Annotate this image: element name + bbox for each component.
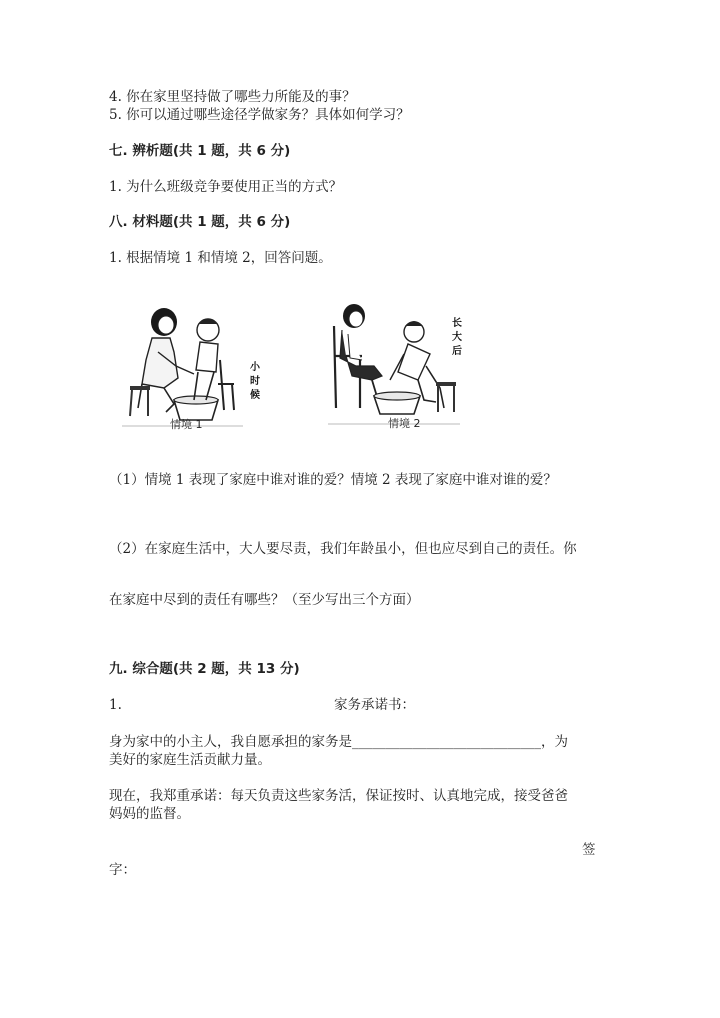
question-6-5: 5. 你可以通过哪些途径学做家务？具体如何学习？ bbox=[109, 107, 410, 123]
scene-1-caption: 情境 1 bbox=[170, 418, 203, 431]
scene-1-label-char-1: 小 bbox=[250, 362, 260, 373]
scene-2-label-char-2: 大 bbox=[452, 332, 462, 343]
scene-2-label-char-3: 后 bbox=[452, 346, 462, 357]
scene-1-label-char-2: 时 bbox=[250, 376, 260, 387]
pledge-paragraph-1-line1: 身为家中的小主人，我自愿承担的家务是____________________________，为 bbox=[109, 734, 568, 750]
pledge-paragraph-2-line2: 妈妈的监督。 bbox=[109, 806, 190, 822]
signature-label-part1: 签 bbox=[582, 842, 596, 858]
scene-2-illustration bbox=[326, 296, 466, 436]
subquestion-8-1-1: （1）情境 1 表现了家庭中谁对谁的爱？情境 2 表现了家庭中谁对谁的爱？ bbox=[109, 472, 557, 488]
scene-1-illustration bbox=[118, 300, 260, 435]
subquestion-8-1-2-line1: （2）在家庭生活中，大人要尽责，我们年龄虽小，但也应尽到自己的责任。你 bbox=[109, 541, 577, 557]
pledge-paragraph-2-line1: 现在，我郑重承诺：每天负责这些家务活，保证按时、认真地完成，接受爸爸 bbox=[109, 788, 568, 804]
scene-2-caption: 情境 2 bbox=[388, 417, 421, 430]
section-8-heading: 八. 材料题(共 1 题，共 6 分) bbox=[109, 214, 291, 230]
section-7-heading: 七. 辨析题(共 1 题，共 6 分) bbox=[109, 143, 291, 159]
question-9-1-number: 1. bbox=[109, 697, 122, 713]
signature-label-part2: 字： bbox=[109, 862, 136, 878]
pledge-paragraph-1-line2: 美好的家庭生活贡献力量。 bbox=[109, 752, 271, 768]
pledge-title: 家务承诺书： bbox=[334, 697, 415, 713]
scene-2-label-char-1: 长 bbox=[452, 318, 462, 329]
subquestion-8-1-2-line2: 在家庭中尽到的责任有哪些？（至少写出三个方面） bbox=[109, 592, 420, 608]
question-8-1: 1. 根据情境 1 和情境 2，回答问题。 bbox=[109, 250, 332, 266]
question-7-1: 1. 为什么班级竞争要使用正当的方式？ bbox=[109, 179, 343, 195]
section-9-heading: 九. 综合题(共 2 题，共 13 分) bbox=[109, 661, 300, 677]
question-6-4: 4. 你在家里坚持做了哪些力所能及的事？ bbox=[109, 89, 356, 105]
scene-1-label-char-3: 候 bbox=[250, 390, 260, 401]
